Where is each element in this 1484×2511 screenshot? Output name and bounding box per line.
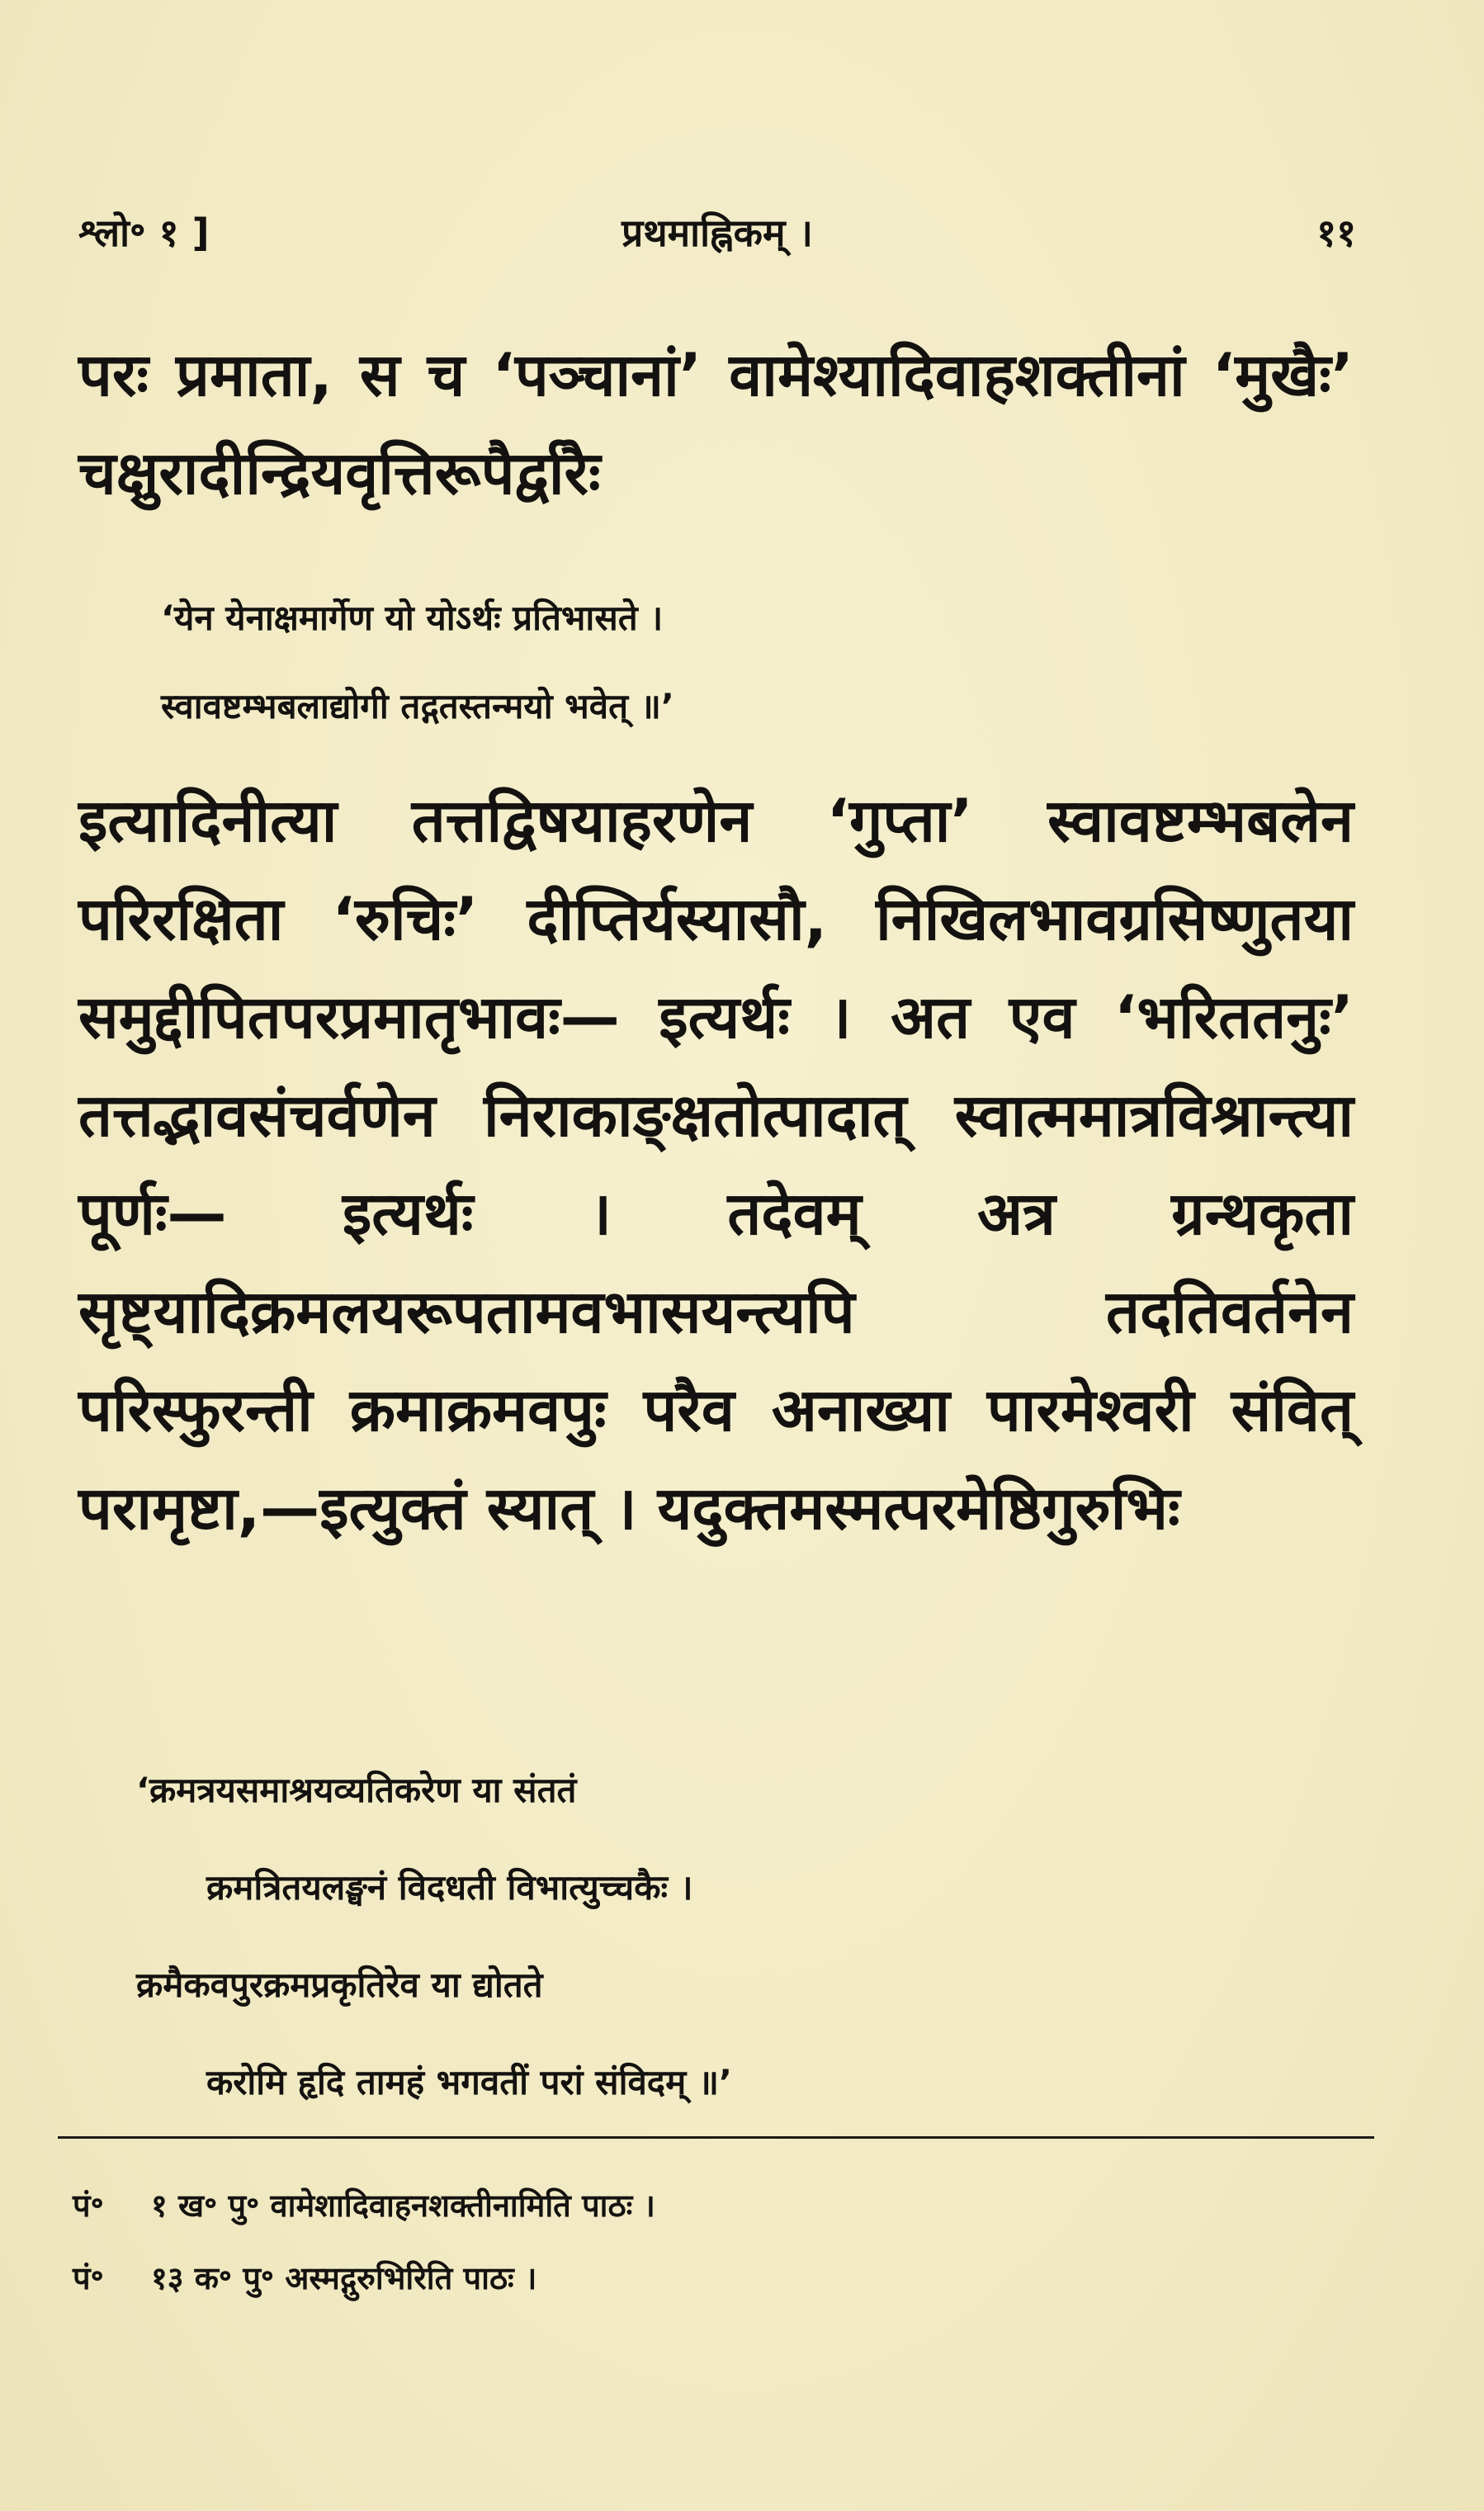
verse-reference: श्लो॰ १ ] — [78, 210, 210, 255]
page-number: ११ — [1316, 210, 1356, 255]
footnote — [73, 2242, 1311, 2315]
quoted-verse-2 — [136, 1742, 1333, 2131]
verse-line: क्रमत्रितयलङ्घनं विदधती विभात्युच्चकैः । — [206, 1867, 693, 1908]
footnote-line-marker: पं॰ — [73, 2187, 104, 2224]
footnote-text: १ ख॰ पु॰ वामेशादिवाहनशक्तीनामिति पाठः । — [151, 2187, 655, 2224]
commentary-paragraph-1: परः प्रमाता, स च ‘पञ्चानां’ वामेश्यादिवाहशक्तीनां ‘मुखैः’ चक्षुरादीन्द्रियवृत्तिरूपैर्द्वारैः — [78, 340, 1354, 508]
verse-line: क्रमैकवपुरक्रमप्रकृतिरेव या द्योतते — [136, 1965, 543, 2005]
running-header — [78, 206, 1356, 272]
quoted-verse-1 — [161, 574, 1316, 750]
verse-line: ‘क्रमत्रयसमाश्रयव्यतिकरेण या संततं — [136, 1770, 577, 1810]
footnotes — [73, 2169, 1311, 2315]
verse-line: करोमि हृदि तामहं भगवतीं परां संविदम् ॥’ — [206, 2062, 732, 2102]
verse-line: स्वावष्टम्भबलाद्योगी तद्गतस्तन्मयो भवेत् ॥’ — [161, 686, 674, 726]
footnote — [73, 2169, 1311, 2242]
footnote-text: १३ क॰ पु॰ अस्मद्गुरुभिरिति पाठः । — [151, 2260, 537, 2296]
commentary-paragraph-2: इत्यादिनीत्या तत्तद्विषयाहरणेन ‘गुप्ता’ स्वावष्टम्भबलेन परिरक्षिता ‘रुचिः’ दीप्तिर्यस्यासौ, निखिलभावग्रसिष्णुतया समुद्दीपितपरप्रमातृभावः— इत्यर्थः । अत एव ‘भरिततनुः’ तत्तद्भावसंचर्वणेन निराकाङ्क्षतोत्पादात् स्वात्ममात्रविश्रान्त्या पूर्णः— इत्यर्थः । तदेवम् अत्र ग्रन्थकृता सृष्ट्यादिक्रमलयरूपतामवभासयन्त्यपि तदतिवर्तनेन परिस्फुरन्ती क्रमाक्रमवपुः परैव अनाख्या पारमेश्वरी संवित् परामृष्टा,—इत्युक्तं स्यात् । यदुक्तमस्मत्परमेष्ठिगुरुभिः — [78, 786, 1354, 1543]
footnote-divider — [58, 2136, 1374, 2139]
footnote-line-marker: पं॰ — [73, 2260, 104, 2296]
verse-line: ‘येन येनाक्षमार्गेण यो योऽर्थः प्रतिभासते । — [161, 598, 664, 638]
chapter-title: प्रथमाह्निकम् । — [621, 210, 813, 255]
